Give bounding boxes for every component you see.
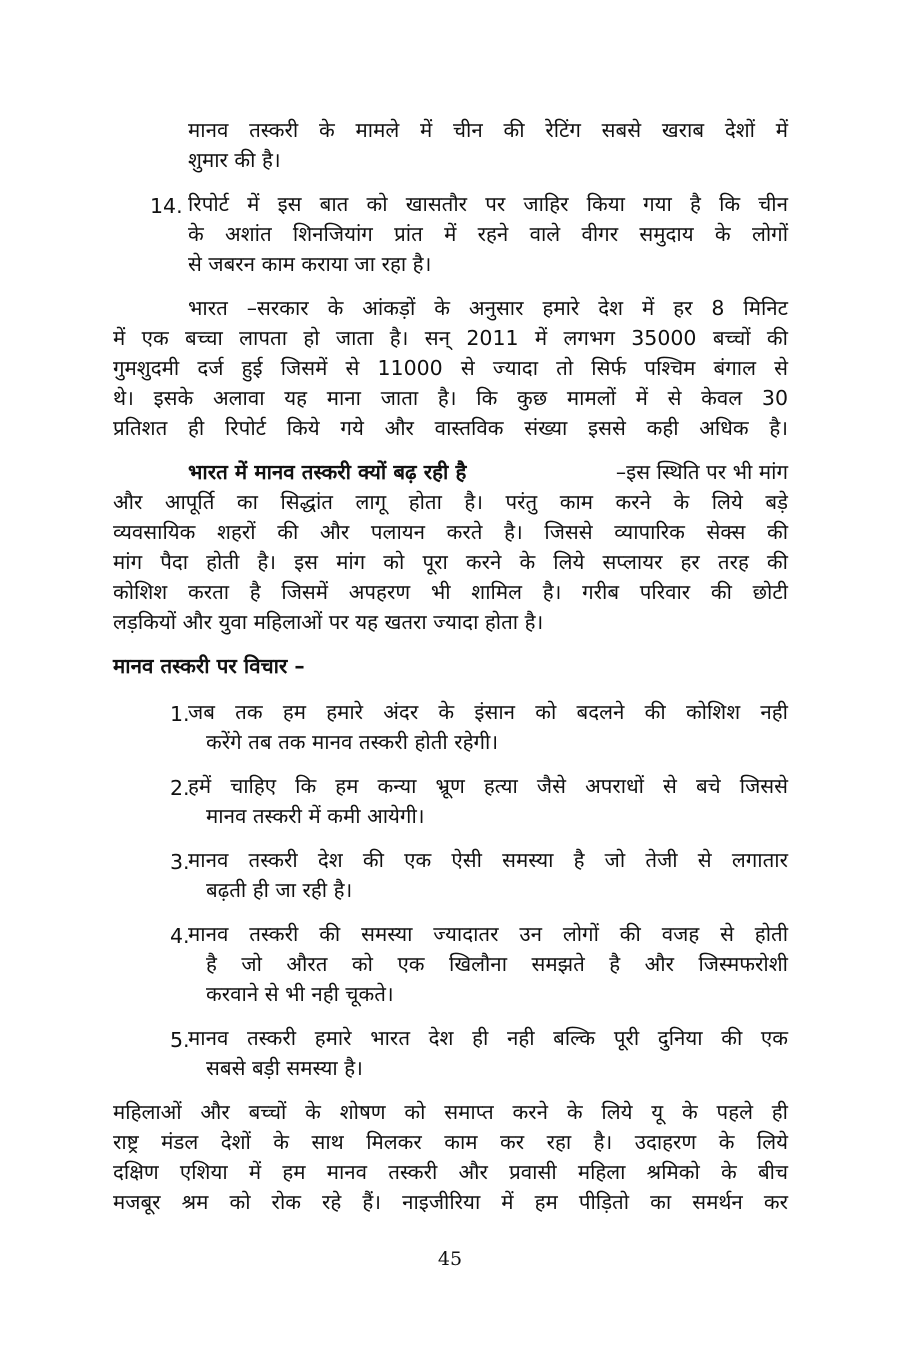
text-line: राष्ट्र मंडल देशों के साथ मिलकर काम कर रहा है। उदाहरण के लिये	[113, 1130, 788, 1154]
page-number: 45	[437, 1248, 463, 1270]
text-line: मानव तस्करी हमारे भारत देश ही नही बल्कि पूरी दुनिया की एक	[188, 1026, 788, 1050]
list-number: 3.	[170, 850, 190, 874]
text-line: मानव तस्करी में कमी आयेगी।	[206, 804, 425, 828]
text-line: कोशिश करता है जिसमें अपहरण भी शामिल है। गरीब परिवार की छोटी	[113, 580, 788, 604]
text-line: है जो औरत को एक खिलौना समझते है और जिस्मफरोशी	[206, 952, 788, 976]
text-line: व्यवसायिक शहरों की और पलायन करते है। जिससे व्यापारिक सेक्स की	[113, 520, 788, 544]
text-line: सबसे बड़ी समस्या है।	[206, 1056, 363, 1080]
list-number: 4.	[170, 924, 190, 948]
text-line: गुमशुदमी दर्ज हुई जिसमें से 11000 से ज्यादा तो सिर्फ पश्चिम बंगाल से	[113, 356, 788, 380]
text-line: महिलाओं और बच्चों के शोषण को समाप्त करने के लिये यू के पहले ही	[113, 1100, 788, 1124]
text-line: मानव तस्करी की समस्या ज्यादातर उन लोगों की वजह से होती	[188, 922, 788, 946]
text-line: बढ़ती ही जा रही है।	[206, 878, 353, 902]
text-line: दक्षिण एशिया में हम मानव तस्करी और प्रवासी महिला श्रमिको के बीच	[113, 1160, 788, 1184]
text-line: के अशांत शिनजियांग प्रांत में रहने वाले वीगर समुदाय के लोगों	[188, 222, 788, 246]
text-span: –इस स्थिति पर भी मांग	[615, 460, 788, 484]
text-line	[188, 456, 788, 488]
list-number: 1.	[170, 702, 190, 726]
text-line: थे। इसके अलावा यह माना जाता है। कि कुछ मामलों में से केवल 30	[113, 386, 788, 410]
list-number: 2.	[170, 776, 190, 800]
text-line: और आपूर्ति का सिद्धांत लागू होता है। परंतु काम करने के लिये बड़े	[113, 490, 788, 514]
text-line: करवाने से भी नही चूकते।	[206, 982, 394, 1006]
text-line: मजबूर श्रम को रोक रहे हैं। नाइजीरिया में हम पीड़ितो का समर्थन कर	[113, 1190, 788, 1214]
section-heading: मानव तस्करी पर विचार –	[113, 654, 305, 678]
list-number: 14.	[150, 194, 183, 218]
text-line: मांग पैदा होती है। इस मांग को पूरा करने के लिये सप्लायर हर तरह की	[113, 550, 788, 574]
text-line: में एक बच्चा लापता हो जाता है। सन् 2011 में लगभग 35000 बच्चों की	[113, 326, 788, 350]
list-number: 5.	[170, 1028, 190, 1052]
inline-heading: भारत में मानव तस्करी क्यों बढ़ रही है	[188, 460, 467, 484]
text-line: से जबरन काम कराया जा रहा है।	[188, 252, 432, 276]
text-line: भारत –सरकार के आंकड़ों के अनुसार हमारे देश में हर 8 मिनिट	[188, 296, 788, 320]
text-line: जब तक हम हमारे अंदर के इंसान को बदलने की कोशिश नही	[188, 700, 788, 724]
text-line: मानव तस्करी देश की एक ऐसी समस्या है जो तेजी से लगातार	[188, 848, 788, 872]
text-line: रिपोर्ट में इस बात को खासतौर पर जाहिर किया गया है कि चीन	[188, 192, 788, 216]
text-line: हमें चाहिए कि हम कन्या भ्रूण हत्या जैसे अपराधों से बचे जिससे	[188, 774, 788, 798]
text-line: शुमार की है।	[188, 148, 281, 172]
text-line: लड़कियों और युवा महिलाओं पर यह खतरा ज्यादा होता है।	[113, 610, 544, 634]
text-line: प्रतिशत ही रिपोर्ट किये गये और वास्तविक संख्या इससे कही अधिक है।	[113, 416, 788, 440]
text-line: करेंगे तब तक मानव तस्करी होती रहेगी।	[206, 730, 499, 754]
text-line: मानव तस्करी के मामले में चीन की रेटिंग सबसे खराब देशों में	[188, 118, 788, 142]
